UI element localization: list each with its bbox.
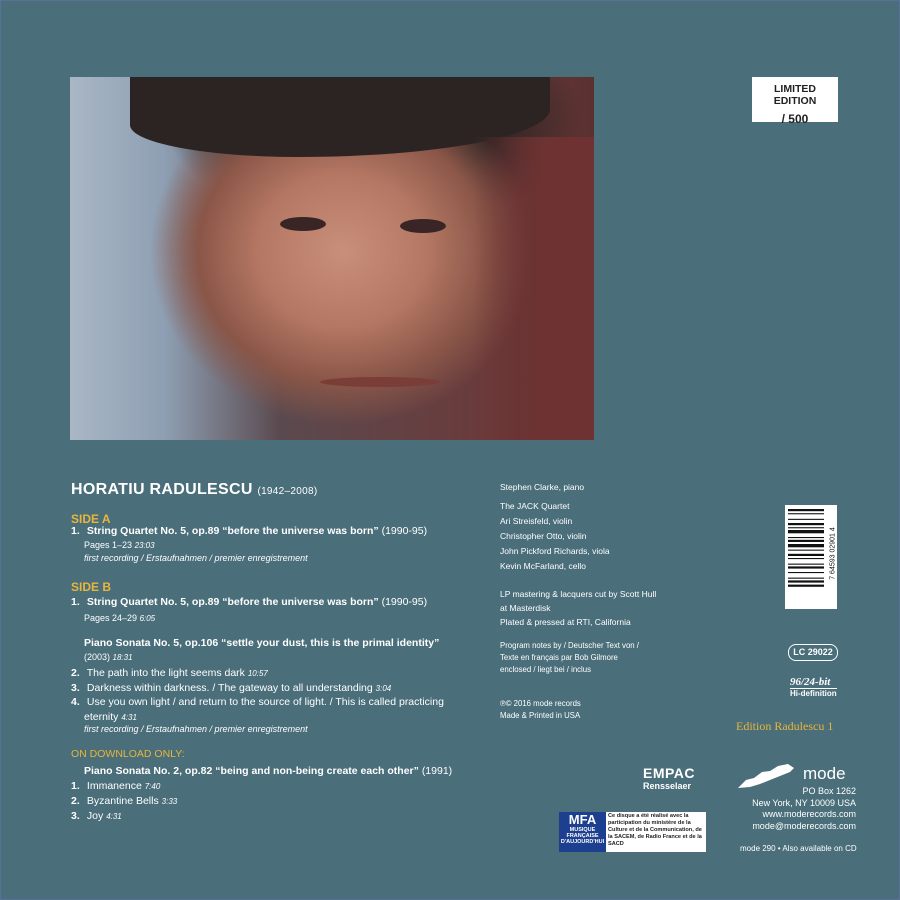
download-track-3: [71, 810, 511, 822]
edition-title: Edition Radulescu 1: [736, 719, 834, 733]
credit-notes: Program notes by / Deutscher Text von /: [500, 641, 639, 650]
mfa-sub: MUSIQUE FRANÇAISE D'AUJOURD'HUI: [560, 827, 605, 845]
credit-notes: Texte en français par Bob Gilmore: [500, 653, 618, 662]
barcode-bar: [788, 509, 824, 511]
credit-member: Kevin McFarland, cello: [500, 561, 586, 571]
track-number: 2.: [71, 667, 80, 679]
side-b-track-2: [71, 667, 511, 679]
made-in: Made & Printed in USA: [500, 711, 581, 720]
composer-name: HORATIU RADULESCU: [71, 481, 253, 498]
barcode-bar: [788, 523, 824, 525]
side-b-sonata-year-line: [84, 652, 133, 662]
portrait-shadow: [474, 137, 594, 440]
download-track-2: [71, 795, 511, 807]
credit-notes: enclosed / liegt bei / inclus: [500, 665, 592, 674]
track-title: String Quartet No. 5, op.89 “before the universe was born”: [86, 596, 379, 608]
composer-heading: [71, 481, 317, 499]
barcode: [785, 505, 837, 609]
credit-member: John Pickford Richards, viola: [500, 546, 610, 556]
track-title: String Quartet No. 5, op.89 “before the universe was born”: [86, 525, 379, 537]
email: mode@moderecords.com: [752, 820, 856, 831]
track-duration: 23:03: [134, 541, 155, 550]
credit-mastering: Plated & pressed at RTI, California: [500, 617, 631, 627]
side-b-recording-note: first recording / Erstaufnahmen / premier enregistrement: [84, 724, 308, 734]
track-duration: 4:31: [121, 713, 137, 722]
copyright: ℗© 2016 mode records: [500, 699, 581, 708]
barcode-bar: [788, 530, 824, 533]
portrait-eye-left: [280, 217, 326, 231]
label-code-badge: LC 29022: [788, 644, 838, 661]
side-a-heading: SIDE A: [71, 512, 111, 526]
empac-name: EMPAC: [643, 765, 696, 781]
sonata-duration: 18:31: [112, 653, 133, 662]
track-duration: 4:31: [106, 812, 122, 821]
barcode-bar: [788, 527, 824, 528]
track-title: The path into the light seems dark: [86, 667, 245, 679]
track-title: Use you own light / and return to the source of light. / This is called practicing: [86, 696, 444, 708]
track-title: Darkness within darkness. / The gateway to all understanding: [86, 682, 373, 694]
track-number: 2.: [71, 795, 80, 807]
limited-edition-box: [752, 77, 838, 126]
mfa-logo: [559, 812, 606, 852]
catalog-number: mode 290 • Also available on CD: [740, 844, 857, 853]
side-b-pages-line: [84, 613, 155, 623]
barcode-bar: [788, 513, 824, 514]
composer-years: (1942–2008): [257, 486, 318, 497]
track-year: (1990-95): [381, 596, 428, 608]
side-b-sonata-title: [84, 637, 484, 649]
download-track-1: [71, 780, 511, 792]
track-duration: 3:04: [375, 684, 392, 693]
sonata-year: (1991): [421, 765, 453, 777]
download-heading: ON DOWNLOAD ONLY:: [71, 748, 185, 760]
side-b-track-1: [71, 596, 511, 608]
website: www.moderecords.com: [762, 809, 856, 819]
track-title: Byzantine Bells: [86, 795, 159, 807]
track-pages: Pages 24–29: [84, 613, 138, 623]
credit-member: Christopher Otto, violin: [500, 531, 587, 541]
hi-definition-label: Hi-definition: [790, 689, 837, 698]
side-a-recording-note: first recording / Erstaufnahmen / premier enregistrement: [84, 553, 308, 563]
barcode-number-wrap: [825, 505, 839, 609]
track-number: 3.: [71, 810, 80, 822]
credit-member: Ari Streisfeld, violin: [500, 516, 573, 526]
track-duration: 6:05: [139, 614, 156, 623]
barcode-bar: [788, 519, 824, 520]
barcode-number: 7 64593 02901 4: [829, 527, 837, 580]
address-line: PO Box 1262: [802, 786, 856, 796]
barcode-bar: [788, 564, 824, 565]
track-title: Immanence: [86, 780, 142, 792]
portrait-mouth: [320, 377, 440, 387]
track-number: 1.: [71, 525, 80, 537]
track-duration: 7:40: [144, 782, 161, 791]
mode-logo: mode: [803, 764, 846, 783]
credit-mastering: LP mastering & lacquers cut by Scott Hull: [500, 589, 657, 599]
track-number: 3.: [71, 682, 80, 694]
side-b-track-4: [71, 696, 511, 708]
barcode-bar: [788, 544, 824, 547]
credit-quartet: The JACK Quartet: [500, 501, 570, 511]
sonata-title: Piano Sonata No. 2, op.82 “being and non-being create each other”: [84, 765, 419, 777]
mode-address: [740, 786, 856, 832]
barcode-bar: [788, 566, 824, 568]
side-b-track-3: [71, 682, 511, 694]
composer-portrait: [70, 77, 594, 440]
barcode-bar: [788, 572, 824, 573]
track-pages: Pages 1–23: [84, 540, 133, 550]
mfa-note: Ce disque a été réalisé avec la participation du ministère de la Culture et de la Communication, de la SACEM, de Radio France et de la SACD: [606, 812, 706, 852]
empac-logo: [643, 765, 695, 791]
limited-edition-count: / 500: [781, 112, 809, 126]
track-duration: 10:57: [247, 669, 268, 678]
barcode-bar: [788, 540, 824, 542]
mfa-name: MFA: [568, 812, 597, 827]
track-title-cont: eternity: [84, 711, 119, 723]
credit-mastering: at Masterdisk: [500, 603, 551, 613]
empac-sub: Rensselaer: [643, 781, 692, 791]
track-number: 1.: [71, 780, 80, 792]
sonata-title: Piano Sonata No. 5, op.106 “settle your dust, this is the primal identity”: [84, 637, 440, 649]
track-number: 4.: [71, 696, 80, 708]
portrait-eye-right: [400, 219, 446, 233]
barcode-bar: [788, 550, 824, 551]
address-line: New York, NY 10009 USA: [752, 797, 856, 808]
side-a-pages-line: [84, 540, 155, 550]
track-year: (1990-95): [381, 525, 428, 537]
download-sonata: [84, 765, 524, 777]
credit-pianist: Stephen Clarke, piano: [500, 482, 585, 492]
track-duration: 3:33: [161, 797, 178, 806]
barcode-bar: [788, 585, 824, 587]
barcode-bar: [788, 554, 824, 556]
barcode-bar: [788, 578, 824, 579]
side-b-track-4-cont: [84, 711, 137, 723]
barcode-bar: [788, 580, 824, 582]
track-number: 1.: [71, 596, 80, 608]
side-b-heading: SIDE B: [71, 580, 112, 594]
hi-definition-badge: [790, 676, 837, 698]
sonata-year: (2003): [84, 652, 111, 662]
barcode-bar: [788, 537, 824, 538]
side-a-track-1: [71, 525, 511, 537]
limited-edition-label: LIMITED EDITION: [773, 83, 817, 107]
track-title: Joy: [86, 810, 104, 822]
barcode-bar: [788, 558, 824, 559]
hi-definition-rate: 96/24-bit: [790, 676, 831, 688]
